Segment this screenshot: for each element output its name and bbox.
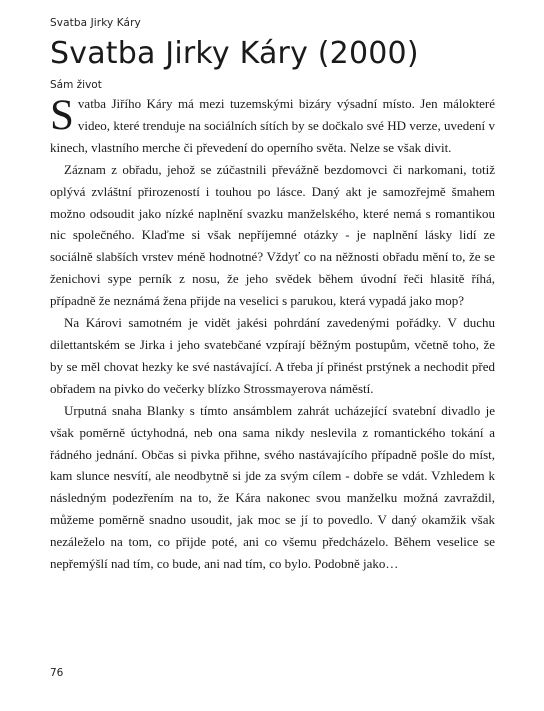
page-title: Svatba Jirky Káry (2000)	[50, 36, 419, 71]
paragraph-4: Urputná snaha Blanky s tímto ansámblem zahrát ucházející svatební divadlo je však poměrně úctyhodná, neb ona sama nikdy neslevila z romantického tokání a řádného jednání. Občas si pivka přihne, svého nastávajícího případně pošle do míst, kam slunce nesvítí, ale neodbytně si jde za svým cílem - dobře se vdát. Vzhledem k následným podezřením na to, že Kára nakonec svou manželku možná zavraždil, můžeme poměrně snadno usoudit, jak moc se jí to povedlo. V daný okamžik však nezáleželo na tom, co přijde poté, ani co všemu předcházelo. Během veselice se nepřemýšlí nad tím, co bude, ani nad tím, co bylo. Podobně jako…	[50, 402, 495, 572]
page-number: 76	[50, 667, 64, 679]
subtitle: Sám život	[50, 79, 102, 91]
article-body	[50, 93, 495, 575]
running-header: Svatba Jirky Káry	[50, 17, 141, 29]
paragraph-3: Na Károvi samotném je vidět jakési pohrdání zavedenými pořádky. V duchu dilettantském se Jirka i jeho svatebčané vzpírají běžným postupům, včetně toho, že by se měl chovat hezky ke své nastávající. A třeba jí přinést prstýnek a nechodit před obřadem na pivko do večerky blízko Strossmayerova náměstí.	[50, 315, 495, 396]
paragraph-1	[50, 93, 495, 159]
drop-cap: S	[50, 92, 74, 139]
paragraph-1-text: vatba Jiřího Káry má mezi tuzemskými bizáry výsadní místo. Jen málokteré video, které trenduje na sociálních sítích by se dočkalo své HD verze, uvedení v kinech, vlastního merche či převedení do operního světa. Nelze se však divit.	[50, 96, 495, 155]
paragraph-2: Záznam z obřadu, jehož se zúčastnili převážně bezdomovci či narkomani, totiž oplývá zvláštní přirozeností i touhou po lásce. Daný akt je samozřejmě šmahem možno odsoudit jako nízké naplnění svazku manželského, které nemá s romantikou nic společného. Klaďme si však nepříjemné otázky - je naplnění lásky lidí ze sociálně slabších vrstev méně hodnotné? Vždyť co na něžnosti obřadu mění to, že se ženichovi sype perník z nosu, že jeho svědek během úvodní řeči hlasitě říhá, případně že neznámá žena přijde na veselici s parukou, která vypadá jako mop?	[50, 161, 495, 309]
